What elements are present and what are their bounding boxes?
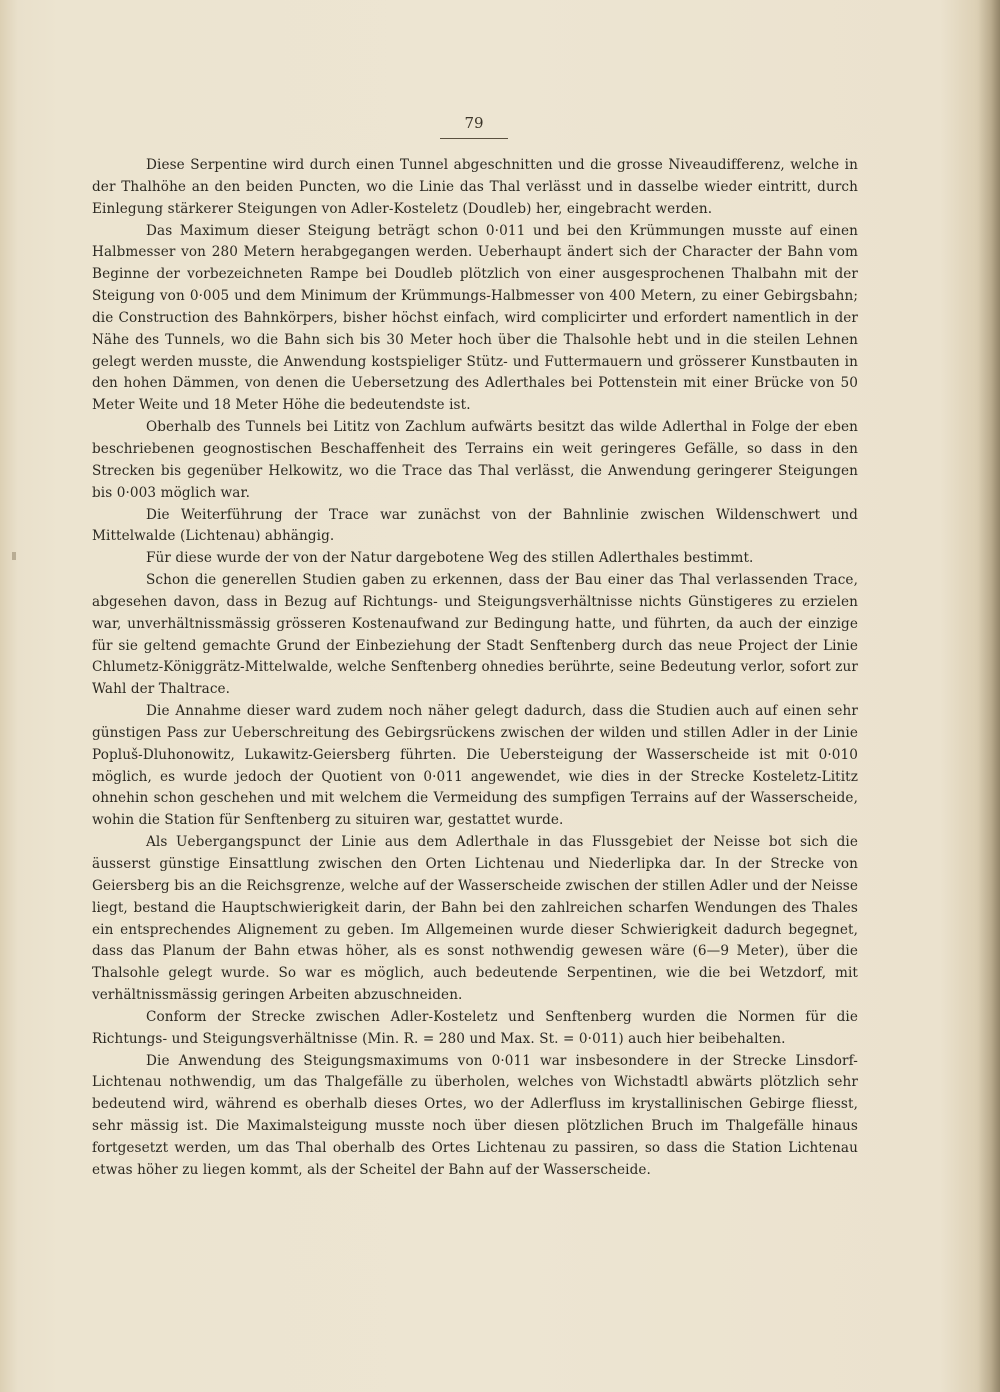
paragraph: Die Annahme dieser ward zudem noch näher gelegt dadurch, dass die Studien auch auf einen sehr günstigen Pass zur Ueberschreitung des Gebirgsrückens zwischen der wilden und stillen Adler in der Linie Popluš-Dluhonowitz, Lukawitz-Geiersberg führten. Die Uebersteigung der Wasserscheide ist mit 0·010 möglich, es wurde jedoch der Quotient von 0·011 angewendet, wie dies in der Strecke Kosteletz-Lititz ohnehin schon geschehen und mit welchem die Vermeidung des sumpfigen Terrains auf der Wasserscheide, wohin die Station für Senftenberg zu situiren war, gestattet wurde. (92, 703, 858, 829)
paragraph: Das Maximum dieser Steigung beträgt schon 0·011 und bei den Krümmungen musste auf einen Halbmesser von 280 Metern herabgegangen werden. Ueberhaupt ändert sich der Character der Bahn vom Beginne der vorbezeichneten Rampe bei Doudleb plötzlich von einer ausgesprochenen Thalbahn mit der Steigung von 0·005 und dem Minimum der Krümmungs-Halbmesser von 400 Metern, zu einer Gebirgsbahn; die Construction des Bahnkörpers, bisher höchst einfach, wird complicirter und erfordert namentlich in der Nähe des Tunnels, wo die Bahn sich bis 30 Meter hoch über die Thalsohle hebt und in die steilen Lehnen gelegt werden musste, die Anwendung kostspieliger Stütz- und Futtermauern und grösserer Kunstbauten in den hohen Dämmen, von denen die Uebersetzung des Adlerthales bei Pottenstein mit einer Brücke von 50 Meter Weite und 18 Meter Höhe die bedeutendste ist. (92, 222, 858, 414)
paragraph: Diese Serpentine wird durch einen Tunnel abgeschnitten und die grosse Niveaudifferenz, welche in der Thalhöhe an den beiden Puncten, wo die Linie das Thal verlässt und in dasselbe wieder eintritt, durch Einlegung stärkerer Steigungen von Adler-Kosteletz (Doudleb) her, eingebracht werden. (92, 157, 858, 217)
paragraph: Schon die generellen Studien gaben zu erkennen, dass der Bau einer das Thal verlassenden Trace, abgesehen davon, dass in Bezug auf Richtungs- und Steigungsverhältnisse nichts Günstigeres zu erzielen war, unverhältnissmässig grösseren Kostenaufwand zur Bedingung hatte, und führten, da auch der einzige für sie geltend gemachte Grund der Einbeziehung der Stadt Senftenberg durch das neue Project der Linie Chlumetz-Königgrätz-Mittelwalde, welche Senftenberg ohnedies berührte, seine Bedeutung verlor, sofort zur Wahl der Thaltrace. (92, 572, 858, 698)
paragraph: Für diese wurde der von der Natur dargebotene Weg des stillen Adlerthales bestimmt. (146, 550, 754, 567)
margin-mark (12, 552, 16, 560)
body-text (92, 155, 858, 1182)
paragraph: Als Uebergangspunct der Linie aus dem Adlerthale in das Flussgebiet der Neisse bot sich die äusserst günstige Einsattlung zwischen den Orten Lichtenau und Niederlipka dar. In der Strecke von Geiersberg bis an die Reichsgrenze, welche auf der Wasserscheide zwischen der stillen Adler und der Neisse liegt, bestand die Hauptschwierigkeit darin, der Bahn bei den zahlreichen scharfen Wendungen des Thales ein entsprechendes Alignement zu geben. Im Allgemeinen wurde dieser Schwierigkeit dadurch begegnet, dass das Planum der Bahn etwas höher, als es sonst nothwendig gewesen wäre (6—9 Meter), über die Thalsohle gelegt wurde. So war es möglich, auch bedeutende Serpentinen, wie die bei Wetzdorf, mit verhältnissmässig geringen Arbeiten abzuschneiden. (92, 834, 858, 1004)
paragraph: Oberhalb des Tunnels bei Lititz von Zachlum aufwärts besitzt das wilde Adlerthal in Folge der eben beschriebenen geognostischen Beschaffenheit des Terrains ein weit geringeres Gefälle, so dass in den Strecken bis gegenüber Helkowitz, wo die Trace das Thal verlässt, die Anwendung geringerer Steigungen bis 0·003 möglich war. (92, 419, 858, 501)
paragraph: Die Anwendung des Steigungsmaximums von 0·011 war insbesondere in der Strecke Linsdorf-Lichtenau nothwendig, um das Thalgefälle zu überholen, welches von Wichstadtl abwärts plötzlich sehr bedeutend wird, während es oberhalb dieses Ortes, wo der Adlerfluss im krystallinischen Gebirge fliesst, sehr mässig ist. Die Maximalsteigung musste noch über diesen plötzlichen Bruch im Thalgefälle hinaus fortgesetzt werden, um das Thal oberhalb des Ortes Lichtenau zu passiren, so dass die Station Lichtenau etwas höher zu liegen kommt, als der Scheitel der Bahn auf der Wasserscheide. (92, 1052, 858, 1178)
paragraph: Die Weiterführung der Trace war zunächst von der Bahnlinie zwischen Wildenschwert und Mittelwalde (Lichtenau) abhängig. (92, 506, 858, 545)
page-number: 79 (464, 114, 484, 132)
page-edge-shadow (978, 0, 1000, 1392)
paragraph: Conform der Strecke zwischen Adler-Kosteletz und Senftenberg wurden die Normen für die Richtungs- und Steigungsverhältnisse (Min. R. = 280 und Max. St. = 0·011) auch hier beibehalten. (92, 1008, 858, 1047)
header-rule (440, 138, 508, 139)
